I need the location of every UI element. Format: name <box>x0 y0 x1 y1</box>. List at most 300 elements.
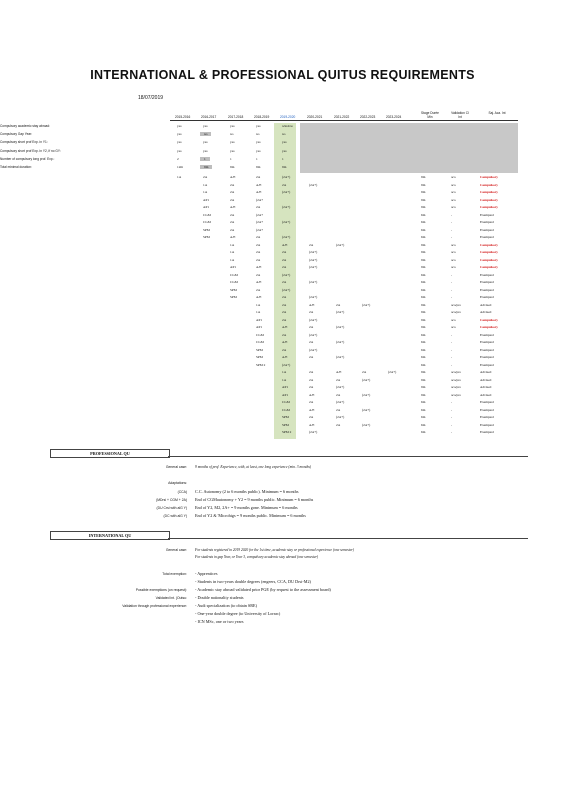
setting-cell: 9m <box>282 165 287 169</box>
status-cell: Exempted <box>480 235 494 239</box>
duration-cell: 6m <box>421 220 426 224</box>
status-cell: Exempted <box>480 362 494 367</box>
setting-cell: 1 <box>282 156 284 161</box>
setting-cell: yes <box>282 140 287 145</box>
stage-cell: 2A <box>282 347 287 352</box>
stage-cell: 2A <box>282 250 287 254</box>
validation-cell: - <box>451 400 453 404</box>
adaptation-text: End of Y2 & 'Microhigs = 9 months public. Minimum = 6 months <box>195 513 306 518</box>
stage-cell: (2A+) <box>309 295 318 299</box>
adaptation-text: End of CGMautonomy + Y2 = 9 months public. Minimum = 6 months <box>195 497 314 502</box>
international-row-text: - Audi specialization (to obtain SRE) <box>195 603 257 608</box>
stage-cell: 2A <box>309 355 314 359</box>
duration-cell: 9m <box>421 205 426 209</box>
adaptation-label: (MDrsi + CGM + 2A) <box>156 498 187 502</box>
validation-cell: aca/pro <box>451 377 461 382</box>
stage-cell: 2A <box>230 220 235 224</box>
stage-cell: (2A+ <box>256 197 264 202</box>
stage-cell: AP1 <box>282 385 289 389</box>
stage-cell: A/E <box>309 407 315 412</box>
stage-cell: A/E <box>256 265 262 269</box>
validation-cell: aca <box>451 242 456 247</box>
stage-cell: (2A+) <box>388 370 397 374</box>
status-cell: Exempted <box>480 332 494 337</box>
status-cell: Compulsory <box>480 197 498 202</box>
international-heading: INTERNATIONAL QU <box>50 531 170 540</box>
validation-cell: - <box>451 295 453 299</box>
validation-cell: aca/pro <box>451 310 461 314</box>
setting-cell: yes <box>203 140 208 145</box>
stage-cell: AP1 <box>230 265 237 269</box>
validation-cell: aca <box>451 197 456 202</box>
stage-cell: 2A <box>256 235 261 239</box>
stage-cell: (2A+) <box>362 302 371 307</box>
adaptation-text: End of Y2, M2, 2A+ = 9 months gone. Minimum = 6 months <box>195 505 298 510</box>
stage-cell: A/E <box>282 242 288 247</box>
stage-cell: CGM <box>282 400 290 404</box>
duration-cell: 9m <box>421 385 426 389</box>
setting-cell: yes <box>256 124 261 128</box>
duration-cell: 6m <box>421 400 426 404</box>
stage-cell: SPM <box>282 422 289 427</box>
validation-cell: aca <box>451 257 456 262</box>
duration-cell: 9m <box>421 317 426 322</box>
stage-cell: A/E <box>336 370 342 374</box>
year-header: 2018-2019 <box>254 115 270 119</box>
year-header: 2020-2021 <box>307 115 323 119</box>
setting-cell: 9m <box>200 165 212 169</box>
status-cell: Exempted <box>480 295 494 299</box>
stage-cell: 1A <box>177 175 182 179</box>
duration-cell: 9m <box>421 265 426 269</box>
duration-cell: 9m <box>421 377 426 382</box>
validation-cell: aca/pro <box>451 302 461 307</box>
professional-heading: PROFESSIONAL QU <box>50 449 170 458</box>
setting-cell: yes <box>230 124 235 128</box>
stage-cell: (2A+) <box>282 362 291 367</box>
status-cell: Exempted <box>480 355 494 359</box>
duration-cell: 6m <box>421 287 426 292</box>
stage-cell: AP1 <box>256 325 263 329</box>
stage-cell: (2A+) <box>362 422 371 427</box>
stage-cell: 2A <box>230 182 235 187</box>
stage-cell: SPM <box>203 235 210 239</box>
stage-cell: (2A+) <box>309 250 318 254</box>
stage-cell: (2A+ <box>256 212 264 217</box>
status-cell: Exempted <box>480 430 494 434</box>
validation-cell: - <box>451 407 453 412</box>
year-header: 2022-2023 <box>360 115 376 119</box>
stage-cell: A/E <box>230 205 236 209</box>
duration-cell: 6m <box>421 362 426 367</box>
stage-cell: (2A+) <box>282 235 291 239</box>
duration-cell: 9m <box>421 325 426 329</box>
page-title: INTERNATIONAL & PROFESSIONAL QUITUS REQUIREMENTS <box>90 68 475 82</box>
stage-cell: 2A <box>336 422 341 427</box>
stage-cell: SPM <box>256 347 263 352</box>
duration-cell: 9m <box>421 175 426 179</box>
stage-cell: 1A <box>282 370 287 374</box>
stage-cell: (2A+ <box>256 227 264 232</box>
validation-cell: - <box>451 355 453 359</box>
international-row-label: Total exemption: <box>162 572 187 576</box>
stage-cell: 1A <box>230 242 235 247</box>
status-cell: Exempted <box>480 415 494 419</box>
status-cell: Exempted <box>480 347 494 352</box>
duration-cell: 6m <box>421 280 426 284</box>
stage-cell: 2A <box>230 190 235 194</box>
stage-cell: AP1 <box>282 392 289 397</box>
setting-cell: yes <box>230 148 235 153</box>
stage-cell: 2A <box>336 302 341 307</box>
stage-cell: (2A+) <box>282 220 291 224</box>
duration-cell: 6m <box>421 227 426 232</box>
international-row-text: - Academic stay abroad validated prior PGE (by request to the assessment board) <box>195 587 331 592</box>
stage-cell: A/E <box>256 280 262 284</box>
international-row-text: - Students in two-years double degrees (engeers, CCA, DU Drsi-M2) <box>195 579 311 584</box>
status-cell: Compulsory <box>480 242 498 247</box>
adaptation-text: C.C. Autonomy (2 to 6 months public). Minimum = 6 months <box>195 489 299 494</box>
status-cell: Compulsory <box>480 190 498 194</box>
stage-cell: (2A+) <box>362 392 371 397</box>
status-cell: Compulsory <box>480 265 498 269</box>
validation-cell: - <box>451 332 453 337</box>
status-cell: Exempted <box>480 220 494 224</box>
stage-cell: 2A <box>230 197 235 202</box>
international-general-text-2: For students in gap Year, or Year 3, compulsory academic stay abroad (one semester) <box>195 555 319 559</box>
international-row-text: - Double nationality students <box>195 595 244 600</box>
setting-cell: yes <box>203 124 208 128</box>
status-cell: Exempted <box>480 272 494 277</box>
stage-cell: SPM 2 <box>256 362 266 367</box>
duration-cell: 6m <box>421 347 426 352</box>
status-cell: Compulsory <box>480 257 498 262</box>
stage-cell: SPM 2 <box>282 430 292 434</box>
stage-cell: 2A <box>336 407 341 412</box>
validation-cell: aca <box>451 190 456 194</box>
year-header: 2016-2017 <box>201 115 217 119</box>
stage-cell: 2A <box>282 265 287 269</box>
duration-cell: 6m <box>421 272 426 277</box>
year-header: 2017-2018 <box>228 115 244 119</box>
stage-cell: 2A <box>256 205 261 209</box>
stage-cell: 1A <box>282 377 287 382</box>
status-cell: Advised <box>480 377 492 382</box>
stage-cell: 2A <box>309 385 314 389</box>
international-row-text: - ICN MSc, one or two years <box>195 619 244 624</box>
stage-cell: 2A <box>309 377 314 382</box>
stage-cell: 2A <box>309 400 314 404</box>
duration-cell: 9m <box>421 310 426 314</box>
international-row-label: Validation through professional experience: <box>122 604 187 608</box>
stage-cell: 2A <box>256 175 261 179</box>
setting-cell: 1 <box>230 156 232 161</box>
stage-cell: 2A <box>282 257 287 262</box>
duration-cell: 9m <box>421 302 426 307</box>
stage-cell: A/E <box>309 392 315 397</box>
stage-cell: (2A+) <box>336 355 345 359</box>
validation-cell: - <box>451 227 453 232</box>
stage-cell: AP1 <box>256 317 263 322</box>
status-cell: Compulsory <box>480 317 498 322</box>
international-row-label: Validated int. (Outsu: <box>155 596 187 600</box>
stage-cell: (2A+) <box>309 317 318 322</box>
stage-cell: A/E <box>309 422 315 427</box>
status-cell: Exempted <box>480 280 494 284</box>
setting-cell: yes <box>177 148 182 153</box>
validation-cell: - <box>451 362 453 367</box>
setting-cell: no <box>282 132 286 137</box>
stage-cell: 2A <box>362 370 367 374</box>
duration-cell: 6m <box>421 355 426 359</box>
stage-cell: (2A+) <box>336 310 345 314</box>
status-cell: Compulsory <box>480 250 498 254</box>
stage-cell: (2A+) <box>336 400 345 404</box>
duration-cell: 9m <box>421 370 426 374</box>
status-cell: Exempted <box>480 287 494 292</box>
status-cell: Advised <box>480 392 492 397</box>
duration-cell: 9m <box>421 182 426 187</box>
setting-cell: yes <box>256 148 261 153</box>
stage-cell: CGM <box>282 407 290 412</box>
setting-cell: yes <box>177 124 182 128</box>
setting-cell: yes <box>177 140 182 145</box>
stage-cell: 1A <box>230 257 235 262</box>
stage-cell: 2A <box>256 287 261 292</box>
stage-cell: 2A <box>309 325 314 329</box>
status-cell: Exempted <box>480 400 494 404</box>
setting-cell: window <box>282 124 293 128</box>
stage-cell: 2A <box>309 415 314 419</box>
stage-cell: (2A+) <box>309 182 318 187</box>
stage-cell: CGM <box>256 332 264 337</box>
stage-cell: SPM <box>230 287 237 292</box>
duration-cell: 6m <box>421 332 426 337</box>
validation-cell: aca/pro <box>451 392 461 397</box>
stage-cell: 1A <box>256 310 261 314</box>
stage-cell: 2A <box>203 175 208 179</box>
stage-cell: 2A <box>336 392 341 397</box>
stage-cell: (2A+) <box>309 265 318 269</box>
duration-cell: 6m <box>421 212 426 217</box>
stage-cell: A/E <box>230 175 236 179</box>
duration-cell: 6m <box>421 407 426 412</box>
setting-cell: yes <box>177 132 182 137</box>
duration-cell: 9m <box>421 242 426 247</box>
stage-cell: 1A <box>203 182 208 187</box>
stage-cell: 2A <box>336 377 341 382</box>
stage-cell: (2A+ <box>256 220 264 224</box>
setting-cell: 1 <box>256 156 258 161</box>
setting-cell: yes <box>203 148 208 153</box>
adaptations-label: Adaptations: <box>168 481 187 485</box>
setting-cell: no <box>230 132 234 137</box>
validation-cell: - <box>451 272 453 277</box>
column-header: Saj. Aca. Int <box>488 111 506 115</box>
validation-cell: aca/pro <box>451 370 461 374</box>
stage-cell: (2A+) <box>336 340 345 344</box>
validation-cell: - <box>451 430 453 434</box>
stage-cell: (2A+) <box>282 272 291 277</box>
stage-cell: CGM <box>230 280 238 284</box>
duration-cell: 9m <box>421 250 426 254</box>
stage-cell: (2A+) <box>362 377 371 382</box>
stage-cell: A/E <box>282 325 288 329</box>
validation-cell: aca <box>451 175 456 179</box>
header-divider <box>170 120 518 121</box>
stage-cell: 2A <box>309 310 314 314</box>
setting-cell: 1 <box>200 157 210 161</box>
international-row-text: - Apprentices <box>195 571 218 576</box>
status-cell: Advised <box>480 302 492 307</box>
stage-cell: (2A+) <box>282 205 291 209</box>
stage-cell: AP1 <box>203 205 210 209</box>
column-header: Stage Durée Min <box>421 111 439 119</box>
stage-cell: A/E <box>256 182 262 187</box>
status-cell: Compulsory <box>480 205 498 209</box>
stage-cell: (2A+) <box>336 242 345 247</box>
stage-cell: 2A <box>309 340 314 344</box>
validation-cell: - <box>451 287 453 292</box>
status-cell: Exempted <box>480 212 494 217</box>
stage-cell: 2A <box>230 227 235 232</box>
international-general-label: General case: <box>165 548 187 552</box>
status-cell: Exempted <box>480 340 494 344</box>
stage-cell: 2A <box>256 242 261 247</box>
duration-cell: 6m <box>421 295 426 299</box>
validation-cell: aca <box>451 265 456 269</box>
status-cell: Compulsory <box>480 182 498 187</box>
stage-cell: 2A <box>309 242 314 247</box>
stage-cell: 2A <box>282 332 287 337</box>
international-row-text: - One-year double degree (to University of Lorrac) <box>195 611 281 616</box>
stage-cell: 2A <box>256 272 261 277</box>
setting-cell: no <box>256 132 260 137</box>
status-cell: Advised <box>480 385 492 389</box>
stage-cell: 1A <box>256 302 261 307</box>
duration-cell: 6m <box>421 422 426 427</box>
stage-cell: 1A <box>230 250 235 254</box>
year-header: 2015-2016 <box>175 115 191 119</box>
international-row-label: Possible exemptions (on request): <box>135 588 187 592</box>
column-header: Validation CI Int <box>451 111 469 119</box>
year-header: 2023-2024 <box>386 115 402 119</box>
year-header: 2021-2022 <box>334 115 350 119</box>
stage-cell: CGM <box>256 340 264 344</box>
status-cell: Compulsory <box>480 325 498 329</box>
validation-cell: aca <box>451 250 456 254</box>
stage-cell: 2A <box>282 310 287 314</box>
adaptation-label: (CCA) <box>177 490 187 494</box>
validation-cell: - <box>451 212 453 217</box>
adaptation-label: (DC with alG Y) <box>163 514 187 518</box>
setting-cell: 9m <box>256 165 261 169</box>
stage-cell: CGM <box>230 272 238 277</box>
stage-cell: A/E <box>230 235 236 239</box>
validation-cell: aca <box>451 182 456 187</box>
validation-cell: - <box>451 347 453 352</box>
stage-cell: 2A <box>256 257 261 262</box>
duration-cell: 6m <box>421 340 426 344</box>
status-cell: Advised <box>480 370 492 374</box>
stage-cell: AP1 <box>203 197 210 202</box>
validation-cell: - <box>451 340 453 344</box>
stage-cell: (2A+) <box>309 430 318 434</box>
stage-cell: (2A+) <box>336 325 345 329</box>
stage-cell: (2A+) <box>309 347 318 352</box>
status-cell: Exempted <box>480 227 494 232</box>
international-general-text-1: For students registered in 2019 2020 for the 1st time, academic stay or professional experience (one semester) <box>195 548 354 552</box>
stage-cell: A/E <box>282 355 288 359</box>
professional-general-label: General case: <box>165 465 187 469</box>
duration-cell: 6m <box>421 430 426 434</box>
stage-cell: A/E <box>282 340 288 344</box>
stage-cell: (2A+) <box>309 332 318 337</box>
setting-cell: 12m <box>177 165 184 169</box>
validation-cell: - <box>451 280 453 284</box>
duration-cell: 9m <box>421 190 426 194</box>
duration-cell: 6m <box>421 235 426 239</box>
stage-cell: A/E <box>256 190 262 194</box>
duration-cell: 9m <box>421 392 426 397</box>
stage-cell: CGM <box>203 220 211 224</box>
validation-cell: - <box>451 415 453 419</box>
stage-cell: 2A <box>282 295 287 299</box>
validation-cell: - <box>451 235 453 239</box>
professional-divider <box>168 456 528 457</box>
stage-cell: 2A <box>256 250 261 254</box>
stage-cell: CGM <box>203 212 211 217</box>
setting-cell: yes <box>256 140 261 145</box>
stage-cell: 2A <box>282 182 287 187</box>
stage-cell: (2A+) <box>282 287 291 292</box>
stage-cell: (2A+) <box>336 415 345 419</box>
stage-cell: 2A <box>282 302 287 307</box>
duration-cell: 9m <box>421 197 426 202</box>
stage-cell: A/E <box>309 302 315 307</box>
validation-cell: - <box>451 220 453 224</box>
international-divider <box>168 538 528 539</box>
validation-cell: aca <box>451 205 456 209</box>
stage-cell: 2A <box>282 317 287 322</box>
adaptation-label: (DU Crsi with alG Y) <box>156 506 187 510</box>
stage-cell: (2A+) <box>309 280 318 284</box>
validation-cell: aca <box>451 317 456 322</box>
professional-general-text: 9 months of prof. Experience, with, at least, one long experience (min. 3 months) <box>195 465 312 469</box>
status-cell: Exempted <box>480 407 494 412</box>
stage-cell: 2A <box>282 280 287 284</box>
status-cell: Compulsory <box>480 175 498 179</box>
setting-cell: yes <box>282 148 287 153</box>
stage-cell: SPM <box>230 295 237 299</box>
stage-cell: (2A+) <box>309 257 318 262</box>
stage-cell: A/E <box>256 295 262 299</box>
stage-cell: (2A+) <box>282 175 291 179</box>
stage-cell: 2A <box>230 212 235 217</box>
setting-cell: yes <box>230 140 235 145</box>
duration-cell: 9m <box>421 257 426 262</box>
validation-cell: aca <box>451 325 456 329</box>
stage-cell: 1A <box>203 190 208 194</box>
stage-cell: (2A+) <box>336 385 345 389</box>
setting-cell: no <box>200 132 211 136</box>
setting-cell: 9m <box>230 165 235 169</box>
year-header: 2019-2020 <box>280 115 296 119</box>
setting-cell: 2 <box>177 156 179 161</box>
validation-cell: aca/pro <box>451 385 461 389</box>
stage-cell: SPM <box>282 415 289 419</box>
document-date: 18/07/2019 <box>138 95 164 101</box>
